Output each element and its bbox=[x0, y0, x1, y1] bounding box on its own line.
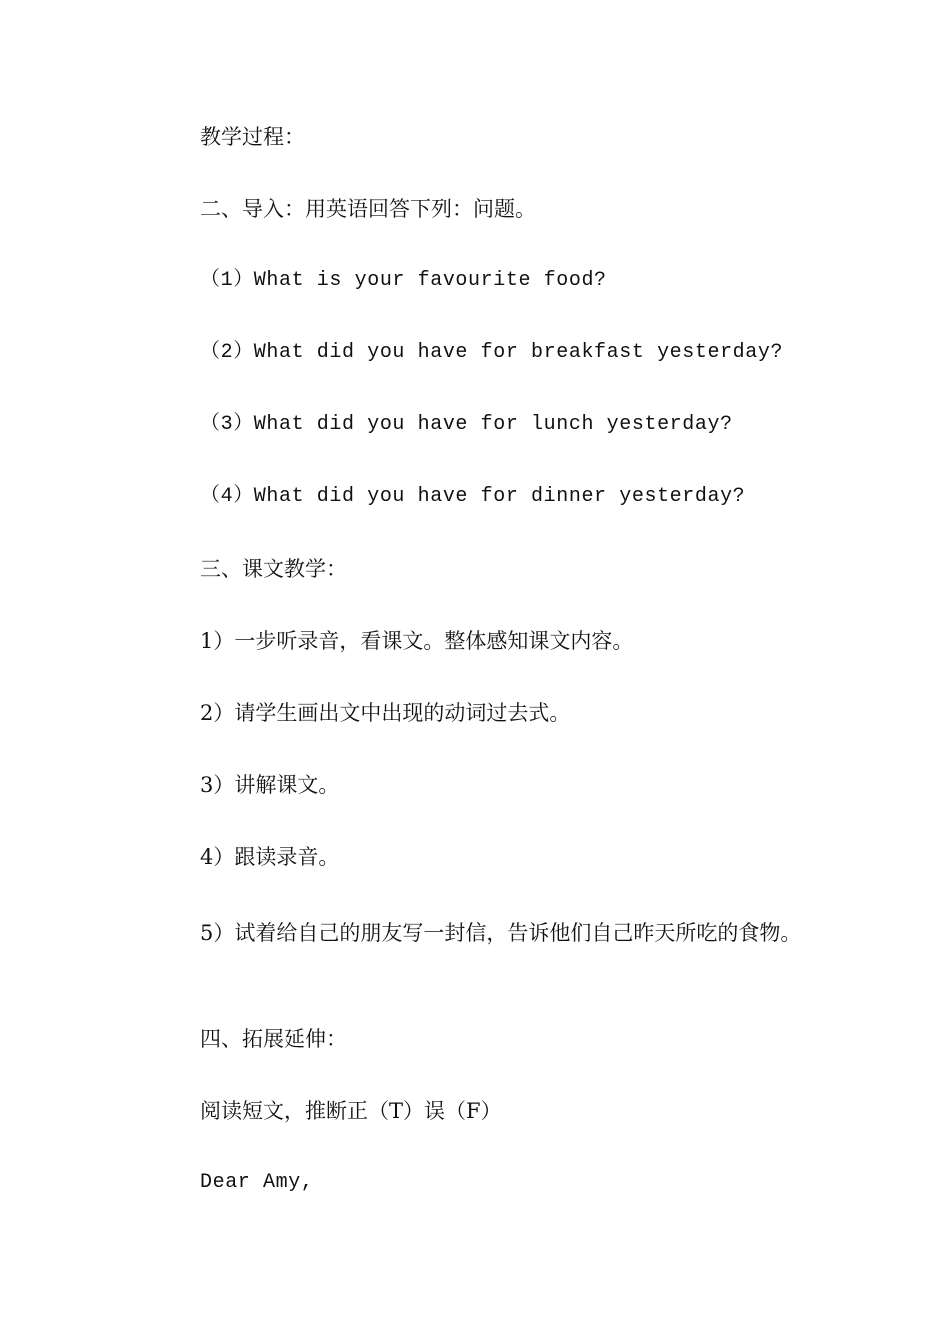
question-2: （2）What did you have for breakfast yesterday? bbox=[200, 341, 784, 364]
question-1: （1）What is your favourite food? bbox=[200, 269, 607, 292]
section-4-title: 四、拓展延伸： bbox=[200, 1027, 347, 1051]
step-2: 2）请学生画出文中出现的动词过去式。 bbox=[200, 701, 571, 725]
question-4: （4）What did you have for dinner yesterday? bbox=[200, 485, 746, 508]
step-3: 3）讲解课文。 bbox=[200, 773, 340, 797]
section-2-title: 二、导入：用英语回答下列：问题。 bbox=[200, 197, 536, 221]
step-5: 5）试着给自己的朋友写一封信，告诉他们自己昨天所吃的食物。 bbox=[200, 921, 802, 945]
question-3: （3）What did you have for lunch yesterday? bbox=[200, 413, 733, 436]
step-4: 4）跟读录音。 bbox=[200, 845, 340, 869]
section-3-title: 三、课文教学： bbox=[200, 557, 347, 581]
letter-salutation: Dear Amy, bbox=[200, 1171, 314, 1194]
step-1: 1）一步听录音，看课文。整体感知课文内容。 bbox=[200, 629, 634, 653]
exercise-instruction: 阅读短文，推断正（T）误（F） bbox=[200, 1099, 502, 1123]
teaching-process-heading: 教学过程： bbox=[200, 125, 305, 149]
